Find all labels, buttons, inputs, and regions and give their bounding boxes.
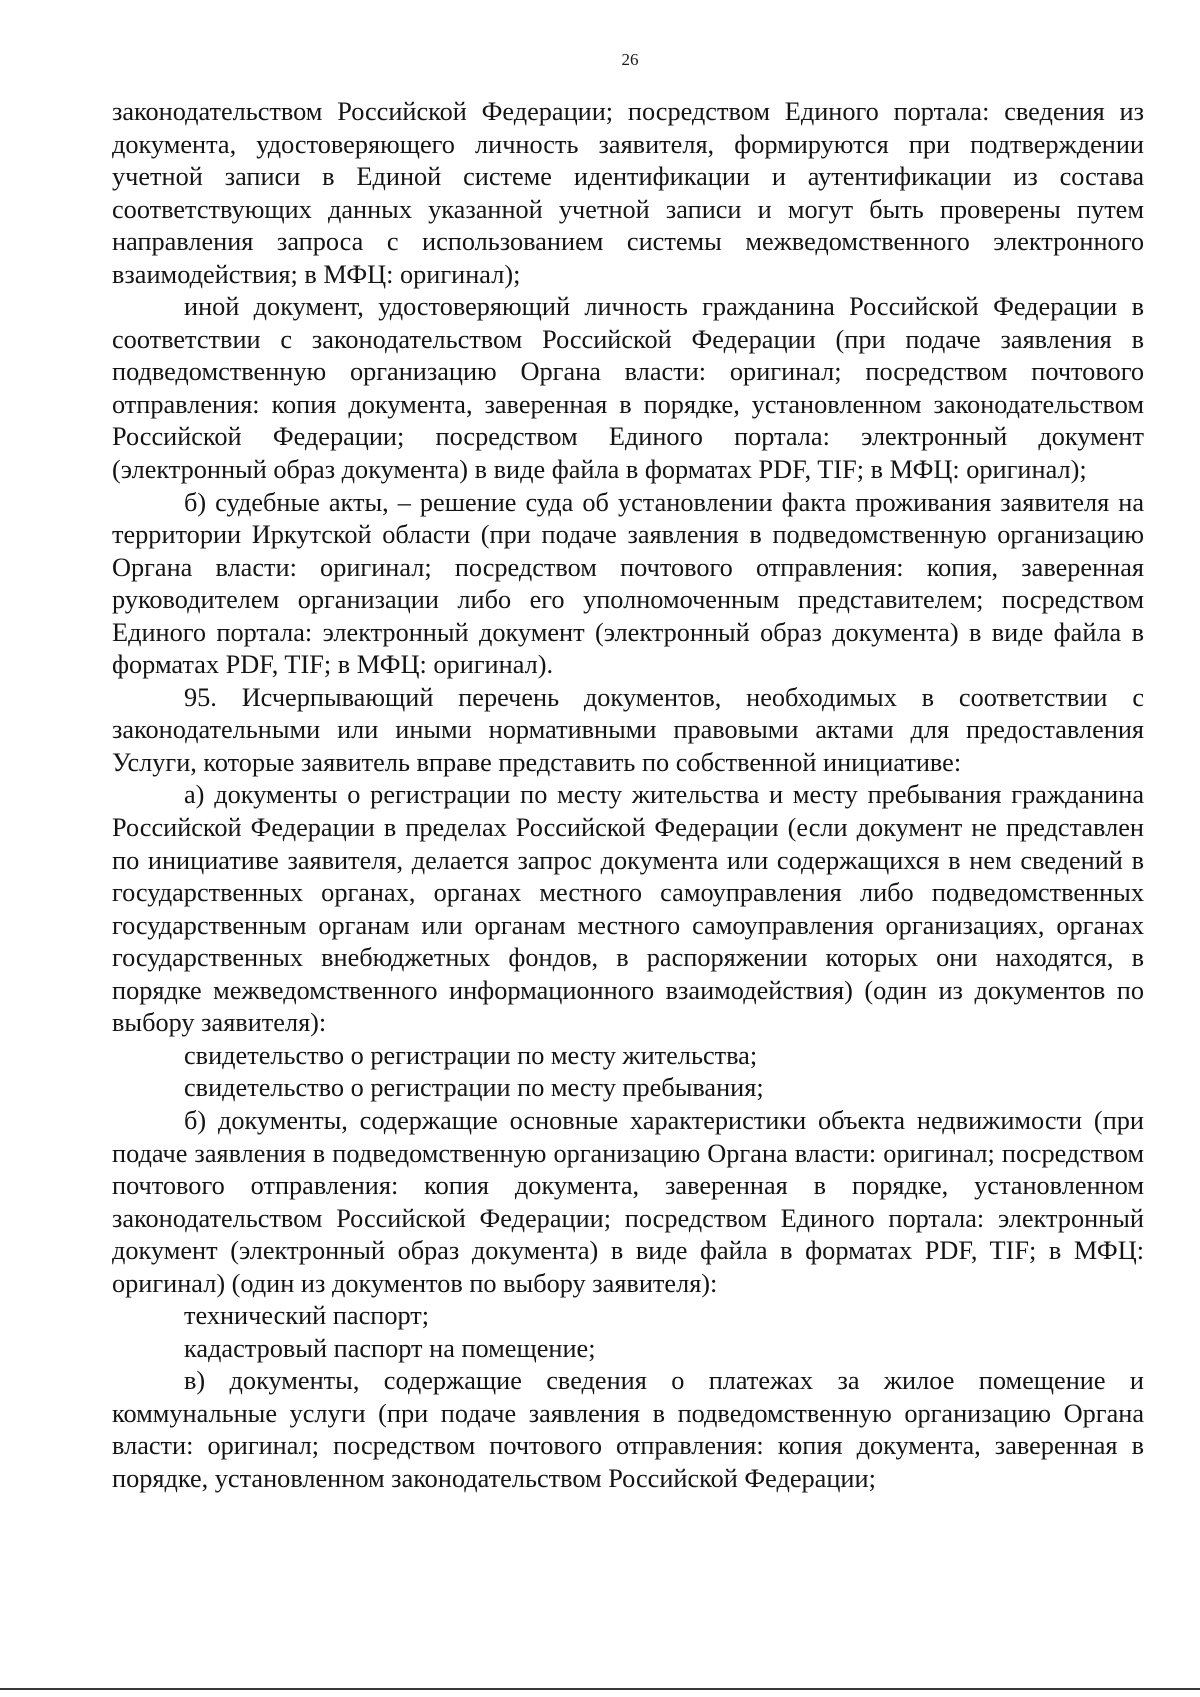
- paragraph-4: 95. Исчерпывающий перечень документов, необходимых в соответствии с законодательными или иными нормативными правовыми актами для предоставления Услуги, которые заявитель вправе представить по собственной инициативе:: [112, 682, 1144, 777]
- paragraph-7: свидетельство о регистрации по месту пребывания;: [184, 1073, 764, 1103]
- paragraph-10: кадастровый паспорт на помещение;: [184, 1333, 596, 1363]
- paragraph-11: в) документы, содержащие сведения о платежах за жилое помещение и коммунальные услуги (при подаче заявления в подведомственную организацию Органа власти: оригинал; посредством почтового отправления: копия документа, заверенная в порядке, установленном законодательством Российской Федерации;: [112, 1366, 1144, 1493]
- paragraph-5: а) документы о регистрации по месту жительства и месту пребывания гражданина Российской Федерации в пределах Российской Федерации (если документ не представлен по инициативе заявителя, делается запрос документа или содержащихся в нем сведений в государственных органах, органах местного самоуправления либо подведомственных государственным органам или органам местного самоуправления организациях, органах государственных внебюджетных фондов, в распоряжении которых они находятся, в порядке межведомственного информационного взаимодействия) (один из документов по выбору заявителя):: [112, 780, 1144, 1038]
- document-body: [112, 96, 1144, 1496]
- paragraph-1: законодательством Российской Федерации; посредством Единого портала: сведения из документа, удостоверяющего личность заявителя, формируются при подтверждении учетной записи в Единой системе идентификации и аутентификации из состава соответствующих данных указанной учетной записи и могут быть проверены путем направления запроса с использованием системы межведомственного электронного взаимодействия; в МФЦ: оригинал);: [112, 97, 1144, 289]
- paragraph-9: технический паспорт;: [184, 1301, 430, 1331]
- paragraph-2: иной документ, удостоверяющий личность гражданина Российской Федерации в соответствии с законодательством Российской Федерации (при подаче заявления в подведомственную организацию Органа власти: оригинал; посредством почтового отправления: копия документа, заверенная в порядке, установленном законодательством Российской Федерации; посредством Единого портала: электронный документ (электронный образ документа) в виде файла в форматах PDF, TIF; в МФЦ: оригинал);: [112, 292, 1144, 485]
- page-number: 26: [621, 50, 639, 69]
- scan-bottom-edge: [0, 1688, 1200, 1690]
- paragraph-3: б) судебные акты, – решение суда об установлении факта проживания заявителя на территории Иркутской области (при подаче заявления в подведомственную организацию Органа власти: оригинал; посредством почтового отправления: копия, заверенная руководителем организации либо его уполномоченным представителем; посредством Единого портала: электронный документ (электронный образ документа) в виде файла в форматах PDF, TIF; в МФЦ: оригинал).: [112, 487, 1144, 680]
- paragraph-6: свидетельство о регистрации по месту жительства;: [184, 1040, 758, 1070]
- paragraph-8: б) документы, содержащие основные характеристики объекта недвижимости (при подаче заявления в подведомственную организацию Органа власти: оригинал; посредством почтового отправления: копия документа, заверенная в порядке, установленном законодательством Российской Федерации; посредством Единого портала: электронный документ (электронный образ документа) в виде файла в форматах PDF, TIF; в МФЦ: оригинал) (один из документов по выбору заявителя):: [112, 1105, 1144, 1298]
